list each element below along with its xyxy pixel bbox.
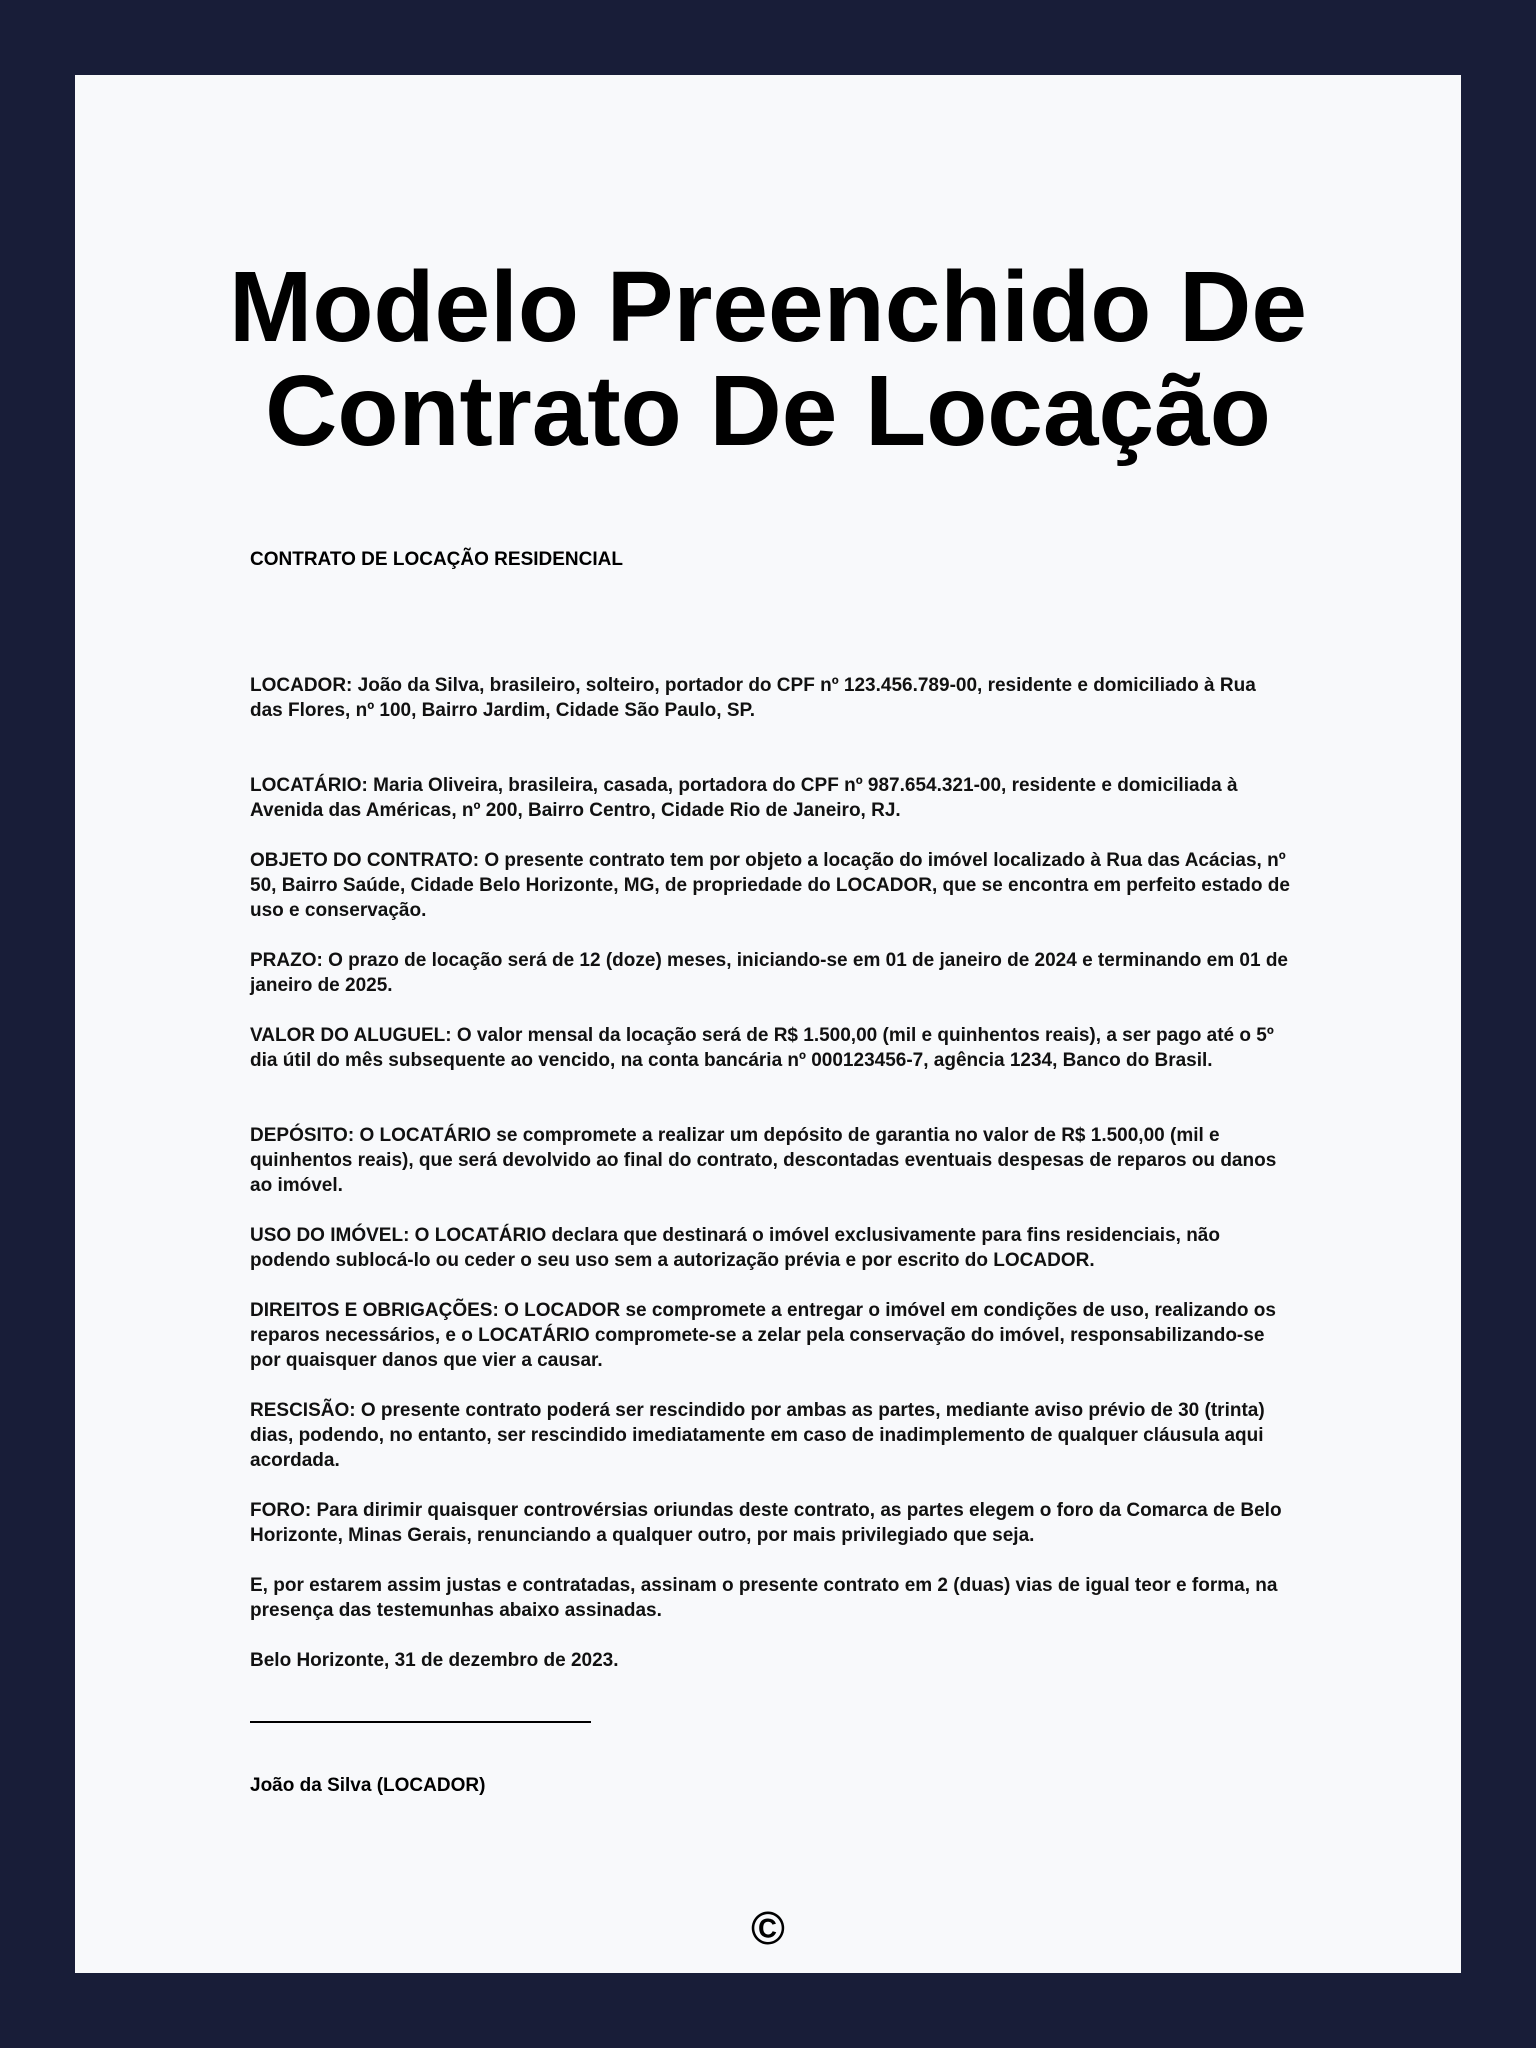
clause-direitos-obrigacoes: DIREITOS E OBRIGAÇÕES: O LOCADOR se compromete a entregar o imóvel em condições de uso, realizando os reparos necessários, e o LOCATÁRIO compromete-se a zelar pela conservação do imóvel, responsabilizando-se por quaisquer danos que vier a causar. <box>250 1300 1276 1371</box>
clause-rescisao: RESCISÃO: O presente contrato poderá ser rescindido por ambas as partes, mediante aviso prévio de 30 (trinta) dias, podendo, no entanto, ser rescindido imediatamente em caso de inadimplemento de qualquer cláusula aqui acordada. <box>250 1400 1265 1471</box>
contract-heading: CONTRATO DE LOCAÇÃO RESIDENCIAL <box>250 549 623 570</box>
clause-locatario: LOCATÁRIO: Maria Oliveira, brasileira, casada, portadora do CPF nº 987.654.321-00, residente e domiciliada à Avenida das Américas, nº 200, Bairro Centro, Cidade Rio de Janeiro, RJ. <box>250 775 1238 821</box>
title-line-1: Modelo Preenchido De <box>229 251 1307 363</box>
clause-valor-aluguel: VALOR DO ALUGUEL: O valor mensal da locação será de R$ 1.500,00 (mil e quinhentos reais), a ser pago até o 5º dia útil do mês subsequente ao vencido, na conta bancária nº 000123456-7, agência 1234, Banco do Brasil. <box>250 1025 1274 1071</box>
signature-name: João da Silva (LOCADOR) <box>250 1775 486 1796</box>
clause-prazo: PRAZO: O prazo de locação será de 12 (doze) meses, iniciando-se em 01 de janeiro de 2024 e terminando em 01 de janeiro de 2025. <box>250 950 1288 996</box>
clause-objeto: OBJETO DO CONTRATO: O presente contrato tem por objeto a locação do imóvel localizado à Rua das Acácias, nº 50, Bairro Saúde, Cidade Belo Horizonte, MG, de propriedade do LOCADOR, que se encontra em perfeito estado de uso e conservação. <box>250 850 1290 921</box>
closing-statement: E, por estarem assim justas e contratadas, assinam o presente contrato em 2 (duas) vias de igual teor e forma, na presença das testemunhas abaixo assinadas. <box>250 1575 1278 1621</box>
document-page <box>75 75 1461 1973</box>
signature-line <box>250 1721 591 1723</box>
title-line-2: Contrato De Locação <box>265 355 1271 467</box>
clause-deposito: DEPÓSITO: O LOCATÁRIO se compromete a realizar um depósito de garantia no valor de R$ 1.500,00 (mil e quinhentos reais), que será devolvido ao final do contrato, descontadas eventuais despesas de reparos ou danos ao imóvel. <box>250 1125 1277 1196</box>
place-date: Belo Horizonte, 31 de dezembro de 2023. <box>250 1650 619 1671</box>
page-title <box>75 251 1461 467</box>
clause-uso-imovel: USO DO IMÓVEL: O LOCATÁRIO declara que destinará o imóvel exclusivamente para fins residenciais, não podendo sublocá-lo ou ceder o seu uso sem a autorização prévia e por escrito do LOCADOR. <box>250 1225 1220 1271</box>
copyright-icon: © <box>751 1902 785 1954</box>
clause-locador: LOCADOR: João da Silva, brasileiro, solteiro, portador do CPF nº 123.456.789-00, residente e domiciliado à Rua das Flores, nº 100, Bairro Jardim, Cidade São Paulo, SP. <box>250 675 1256 721</box>
clause-foro: FORO: Para dirimir quaisquer controvérsias oriundas deste contrato, as partes elegem o foro da Comarca de Belo Horizonte, Minas Gerais, renunciando a qualquer outro, por mais privilegiado que seja. <box>250 1500 1282 1546</box>
